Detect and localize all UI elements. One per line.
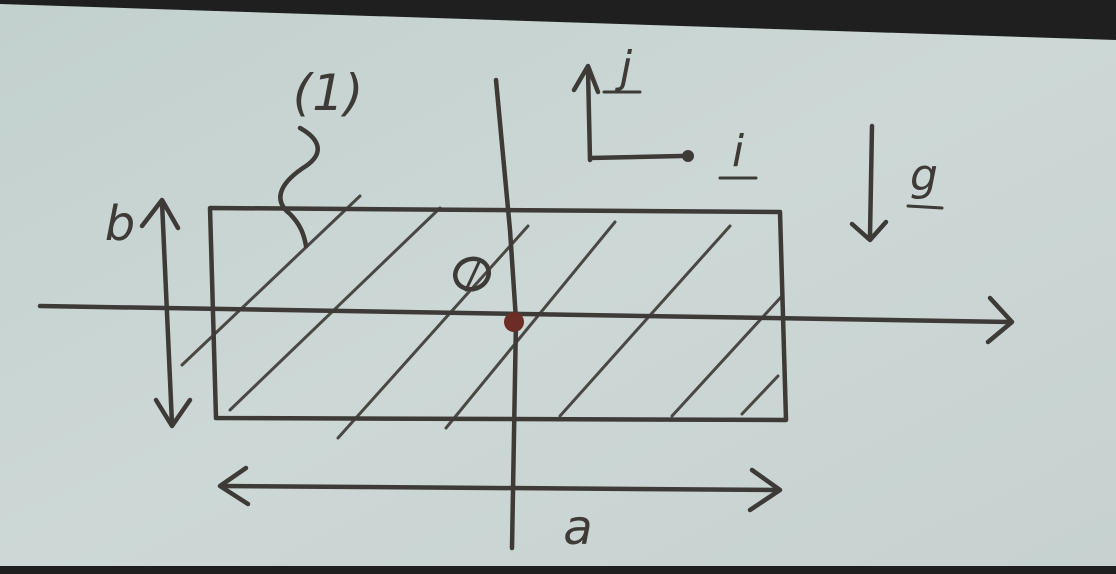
center-point — [504, 312, 524, 332]
gravity-label: g — [910, 150, 938, 201]
unit-vector-i-label: i — [731, 126, 745, 177]
width-label: a — [563, 500, 593, 556]
unit-vector-j-label: j — [619, 42, 633, 93]
body-label: (1) — [292, 64, 364, 122]
height-label: b — [104, 196, 136, 252]
